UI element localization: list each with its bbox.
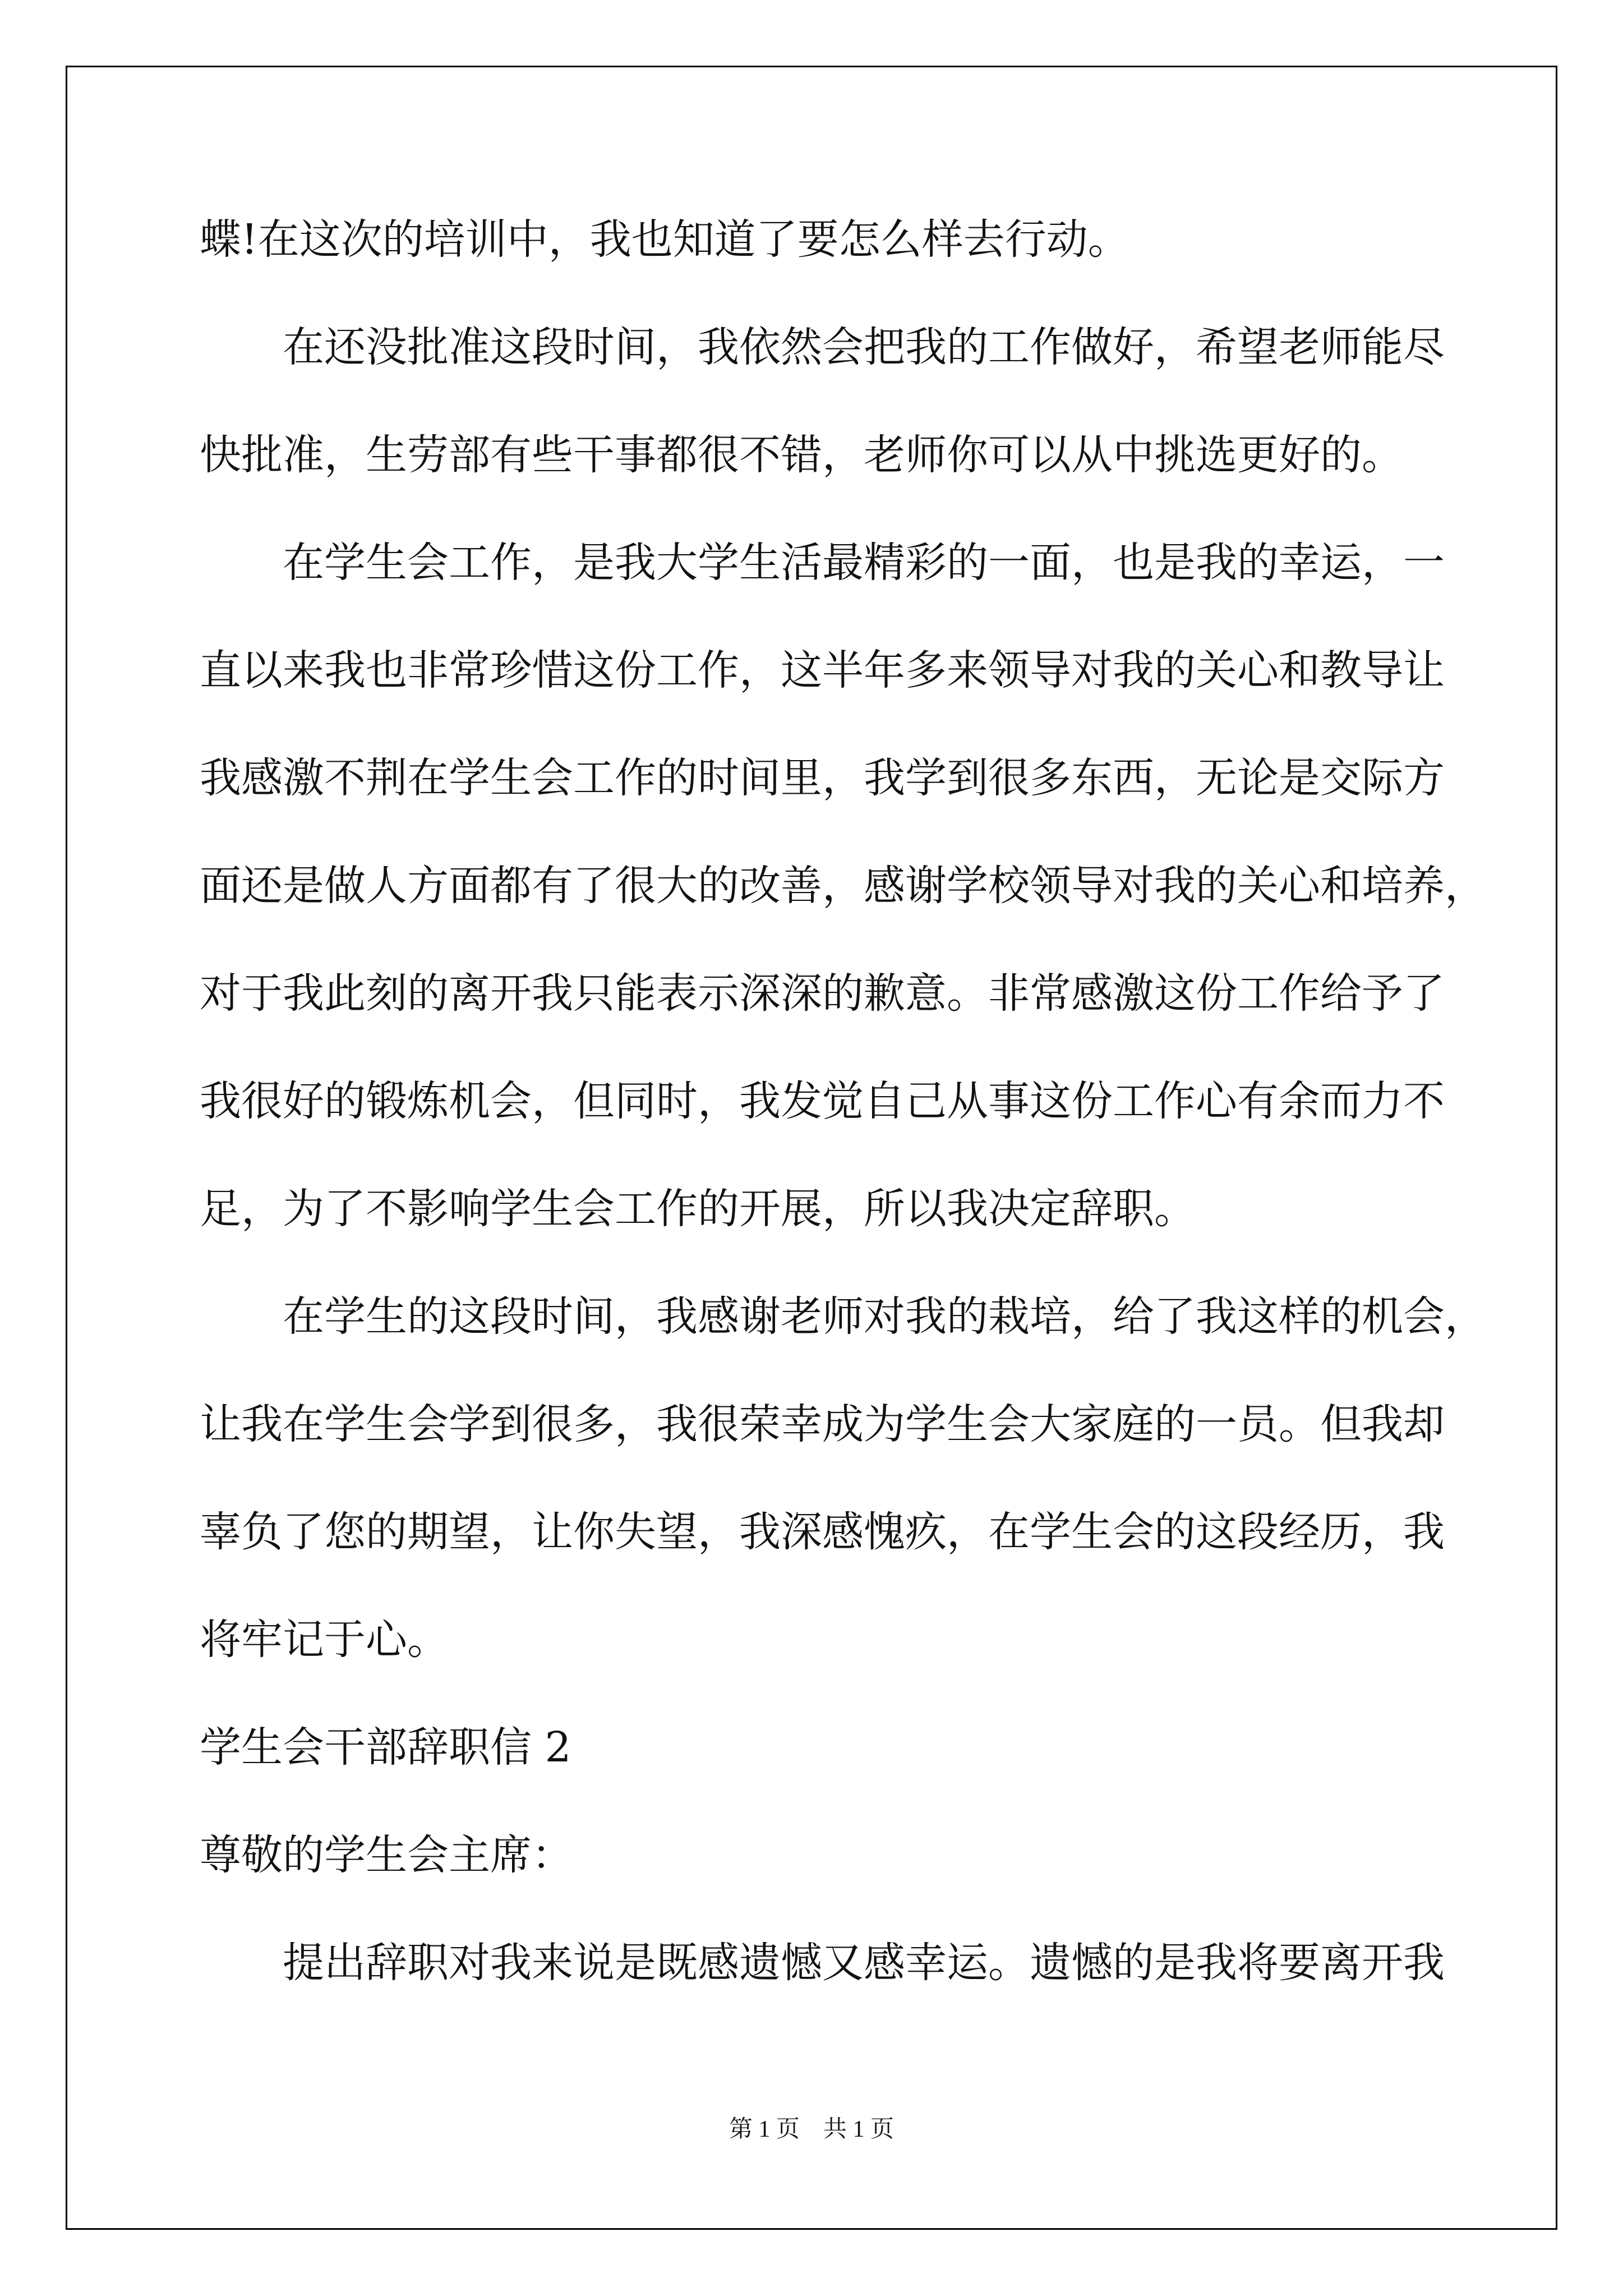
text-line: 我很好的锻炼机会，但同时，我发觉自己从事这份工作心有余而力不 <box>200 1077 1445 1125</box>
text-line: 快批准，生劳部有些干事都很不错，老师你可以从中挑选更好的。 <box>200 431 1403 479</box>
text-line: 在学生会工作，是我大学生活最精彩的一面，也是我的幸运，一 <box>283 539 1445 587</box>
document-body <box>200 215 1486 2050</box>
text-line: 辜负了您的期望，让你失望，我深感愧疚，在学生会的这段经历，我 <box>200 1508 1445 1556</box>
salutation: 尊敬的学生会主席： <box>200 1831 573 1879</box>
page-footer: 第 1 页 共 1 页 <box>728 2116 894 2142</box>
text-line: 我感激不荆在学生会工作的时间里，我学到很多东西，无论是交际方 <box>200 754 1445 802</box>
text-line: 让我在学生会学到很多，我很荣幸成为学生会大家庭的一员。但我却 <box>200 1400 1445 1448</box>
text-line: 蝶!在这次的培训中，我也知道了要怎么样去行动。 <box>200 215 1129 264</box>
text-line: 对于我此刻的离开我只能表示深深的歉意。非常感激这份工作给予了 <box>200 969 1445 1018</box>
text-line: 在还没批准这段时间，我依然会把我的工作做好，希望老师能尽 <box>283 323 1445 371</box>
text-line: 将牢记于心。 <box>200 1616 449 1664</box>
text-line: 在学生的这段时间，我感谢老师对我的栽培，给了我这样的机会， <box>283 1292 1486 1341</box>
text-line: 足，为了不影响学生会工作的开展，所以我决定辞职。 <box>200 1185 1196 1233</box>
text-line: 面还是做人方面都有了很大的改善，感谢学校领导对我的关心和培养， <box>200 862 1486 910</box>
text-line: 提出辞职对我来说是既感遗憾又感幸运。遗憾的是我将要离开我 <box>283 1939 1445 1987</box>
section-heading: 学生会干部辞职信 2 <box>200 1723 571 1772</box>
text-line: 直以来我也非常珍惜这份工作，这半年多来领导对我的关心和教导让 <box>200 646 1445 694</box>
